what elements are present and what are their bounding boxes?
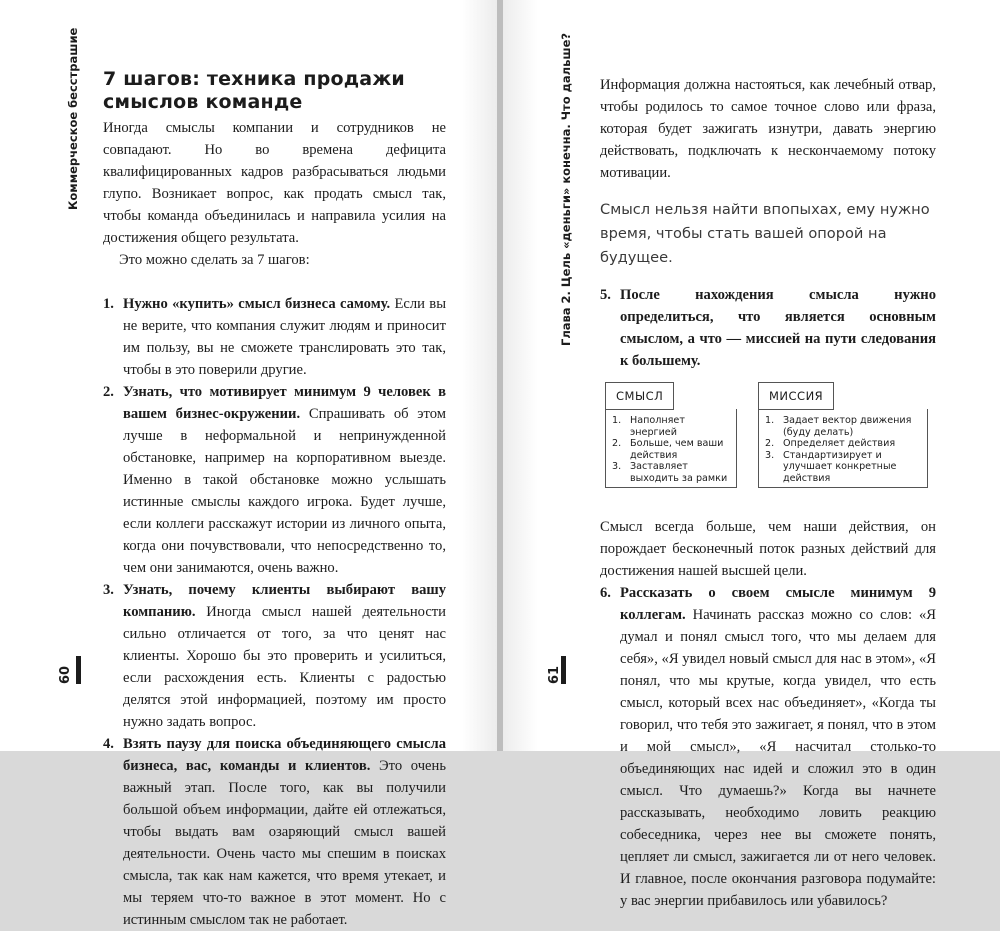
- right-column: [600, 74, 936, 912]
- meaning-item: [612, 415, 730, 438]
- intro-lead-in: Это можно сделать за 7 шагов:: [119, 252, 310, 268]
- step-text: Это очень важный этап. После того, как вы получили большой объем информации, дайте ей отлежаться, чтобы выдать вам озаряющий смысл вашей деятельности. Очень часто мы спешим в поисках смысла, так как нам кажется, что время утекает, и мы теряем что-то важное в этот момент. Но с истинным смыслом так не работает.: [123, 758, 446, 928]
- step-bold: Узнать, что мотивирует минимум 9 человек в вашем бизнес-окружении.: [123, 384, 446, 422]
- step-number: 6.: [600, 585, 611, 601]
- steps-list-right-5: [600, 284, 936, 372]
- step-item: [103, 733, 446, 931]
- left-page: [0, 0, 497, 928]
- step-item: [600, 582, 936, 912]
- left-page-number: 60: [58, 665, 73, 684]
- step-text: Иногда смысл нашей деятельности сильно отличается от того, за что ценят нас клиенты. Хорошо бы это проверить и усилиться, если расхождения есть. Клиенты с радостью делятся этой информацией, поэтому им просто нужно задать вопрос.: [123, 604, 446, 730]
- step-bold: Рассказать о своем смысле минимум 9 коллегам.: [620, 585, 936, 623]
- meaning-item-number: 1.: [612, 415, 622, 426]
- step-number: 1.: [103, 296, 114, 312]
- meaning-item-text: Заставляет выходить за рамки: [630, 461, 728, 484]
- step-number: 2.: [103, 384, 114, 400]
- meaning-mission-diagram: [600, 382, 936, 504]
- intro-paragraph: Иногда смыслы компании и сотрудников не совпадают. Но во времена дефицита квалифицированных кадров разбрасываться людьми глупо. Возникает вопрос, как продать смысл так, чтобы команда объединилась и направила усилия на достижения общего результата.: [103, 120, 446, 246]
- step-item: [103, 293, 446, 381]
- section-heading: 7 шагов: техника продажи смыслов команде: [103, 68, 405, 113]
- mission-box-label: МИССИЯ: [758, 382, 834, 410]
- meaning-item: [612, 461, 730, 484]
- meaning-item: [612, 438, 730, 461]
- step-bold: Нужно «купить» смысл бизнеса самому.: [123, 296, 391, 312]
- mission-item-number: 1.: [765, 415, 775, 426]
- steps-list-left: [103, 293, 446, 931]
- step-bold: После нахождения смысла нужно определиться, что является основным смыслом, а что — миссией на пути следования к большему.: [620, 287, 936, 369]
- mission-item-number: 3.: [765, 449, 775, 461]
- mission-item-text: Задает вектор движения (буду делать): [783, 415, 912, 438]
- continuation-paragraph: Информация должна настояться, как лечебный отвар, чтобы родилось то самое точное слово или фраза, которая будет зажигать изнутри, давать энергию действовать, подключать к нескончаемому потоку мотивации.: [600, 77, 936, 181]
- meaning-item-number: 2.: [612, 438, 622, 450]
- mission-item: [765, 415, 921, 438]
- mission-box-frame: [758, 409, 928, 488]
- meaning-item-text: Наполняет энергией: [630, 415, 685, 438]
- meaning-item-text: Больше, чем ваши действия: [630, 438, 724, 461]
- left-page-marker: [76, 656, 81, 684]
- step-number: 5.: [600, 287, 611, 303]
- mission-item-text: Стандартизирует и улучшает конкретные действия: [783, 449, 897, 484]
- step-number: 4.: [103, 736, 114, 752]
- right-running-head: Глава 2. Цель «деньги» конечна. Что дальше?: [559, 32, 573, 346]
- mission-item: [765, 438, 921, 450]
- step-item: [600, 284, 936, 372]
- left-column: [103, 68, 446, 931]
- step-text: Начинать рассказ можно со слов: «Я думал и понял смысл того, что мы делаем для себя», «Я увидел новый смысл для нас в этом», «Я понял, что мы крутые, когда увидел, что есть смысл, который всех нас объединяет», «Когда ты говорил, что тебя это зажигает, я понял, что в этом и мой смысл», «Я насчитал столько-то объединяющих нас идей и сложил это в один смысл. Что думаешь?» Когда вы начнете рассказывать, необходимо ловить реакцию собеседника, через нее вы сможете понять, цепляет ли смысл, зажигается ли от него человек. И главное, после окончания разговора подумайте: у вас энергии прибавилось или убавилось?: [620, 607, 936, 909]
- step-text: Спрашивать об этом лучше в неформальной и непринужденной обстановке, например на корпоративном выезде. Именно в такой обстановке можно услышать истинные смыслы каждого игрока. Будет лучше, если коллеги расскажут истории из личного опыта, когда они почувствовали, что непосредственно то, чем они занимаются, очень важно.: [123, 406, 446, 576]
- mission-item-text: Определяет действия: [783, 438, 896, 450]
- step-number: 3.: [103, 582, 114, 598]
- step-bold: Взять паузу для поиска объединяющего смысла бизнеса, вас, команды и клиентов.: [123, 736, 446, 774]
- mission-item-number: 2.: [765, 438, 775, 450]
- pull-quote: Смысл нельзя найти впопыхах, ему нужно время, чтобы стать вашей опорой на будущее.: [600, 201, 930, 266]
- meaning-paragraph: Смысл всегда больше, чем наши действия, он порождает бесконечный поток разных действий для достижения нашей высшей цели.: [600, 519, 936, 579]
- step-item: [103, 579, 446, 733]
- step-item: [103, 381, 446, 579]
- meaning-box: [605, 382, 737, 488]
- right-page: [503, 0, 1000, 909]
- mission-item: [765, 450, 921, 485]
- meaning-box-frame: [605, 409, 737, 488]
- step-text: Если вы не верите, что компания служит людям и приносит им пользу, вы не сможете транслировать это так, чтобы в это поверили другие.: [123, 296, 446, 378]
- steps-list-right-6: [600, 582, 936, 912]
- meaning-item-number: 3.: [612, 461, 622, 473]
- mission-box: [758, 382, 928, 488]
- right-page-number: 61: [547, 665, 562, 684]
- meaning-box-label: СМЫСЛ: [605, 382, 674, 410]
- step-bold: Узнать, почему клиенты выбирают вашу компанию.: [123, 582, 446, 620]
- left-running-head: Коммерческое бесстрашие: [66, 27, 80, 210]
